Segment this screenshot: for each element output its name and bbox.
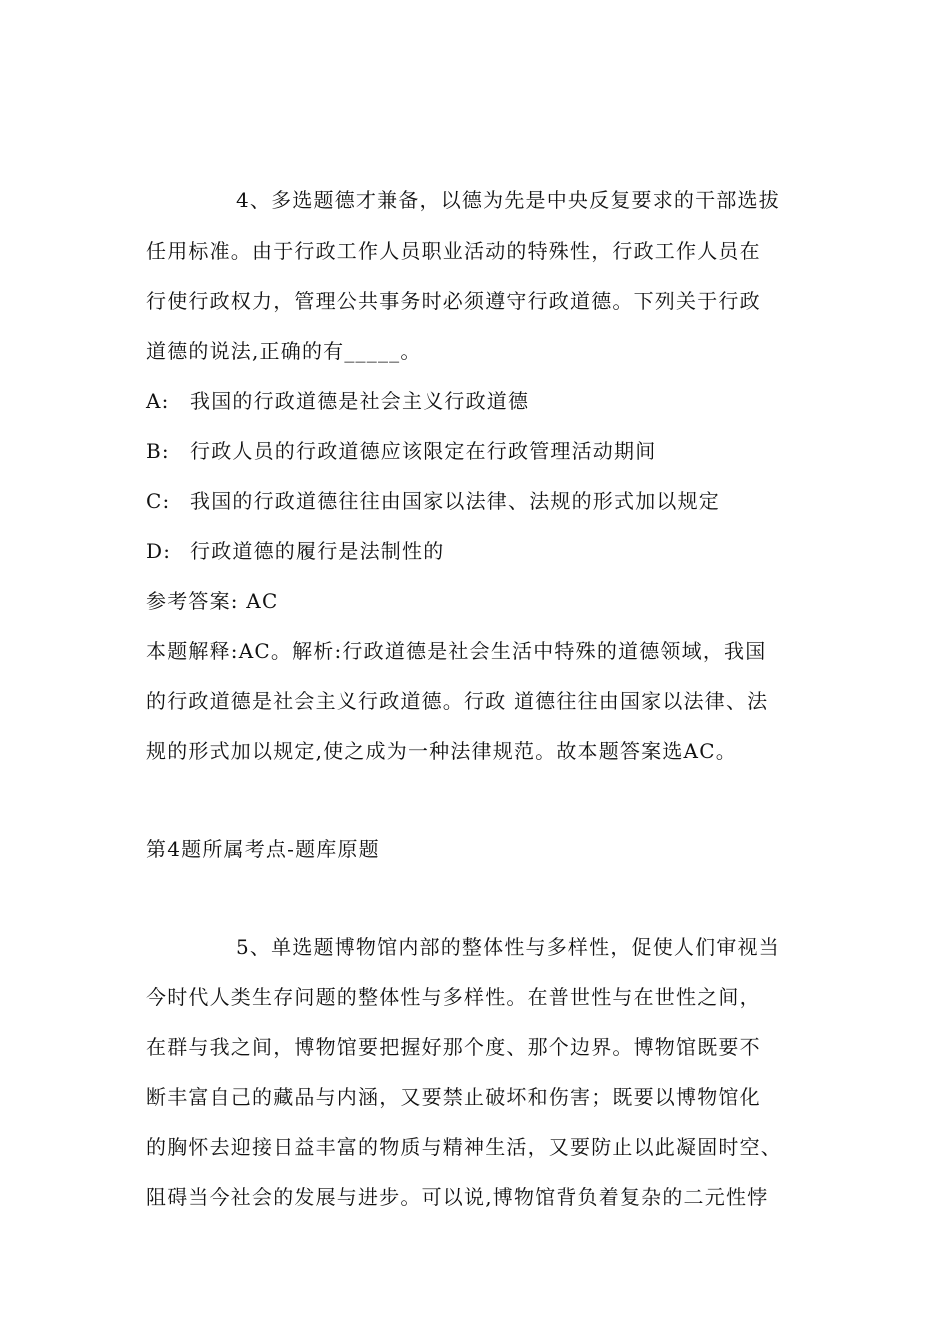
q4-option-b <box>146 437 816 465</box>
q4-explanation-line-1: 本题解释:AC。解析:行政道德是社会生活中特殊的道德领域，我国 <box>146 639 767 663</box>
q4-option-c <box>146 487 816 515</box>
q5-stem-line-1: 5、单选题博物馆内部的整体性与多样性，促使人们审视当 <box>236 935 780 959</box>
q4-stem-line-1: 4、多选题德才兼备，以德为先是中央反复要求的干部选拔 <box>236 188 780 212</box>
option-text: 行政道德的履行是法制性的 <box>190 539 445 563</box>
option-text: 我国的行政道德往往由国家以法律、法规的形式加以规定 <box>190 489 720 513</box>
q5-stem-line-4: 断丰富自己的藏品与内涵，又要禁止破坏和伤害；既要以博物馆化 <box>146 1085 761 1109</box>
q4-topic: 第4题所属考点-题库原题 <box>146 837 380 861</box>
q5-stem-line-3: 在群与我之间，博物馆要把握好那个度、那个边界。博物馆既要不 <box>146 1035 761 1059</box>
q4-option-d <box>146 537 816 565</box>
q4-stem-line-4: 道德的说法,正确的有_____。 <box>146 339 422 363</box>
q4-option-a <box>146 387 816 415</box>
option-text: 我国的行政道德是社会主义行政道德 <box>190 389 530 413</box>
q4-stem-line-2: 任用标准。由于行政工作人员职业活动的特殊性，行政工作人员在 <box>146 239 761 263</box>
option-letter: C: <box>146 489 171 513</box>
option-letter: A: <box>146 389 170 413</box>
q4-explanation-line-3: 规的形式加以规定,使之成为一种法律规范。故本题答案选AC。 <box>146 739 737 763</box>
q4-explanation-line-2: 的行政道德是社会主义行政道德。行政 道德往往由国家以法律、法 <box>146 689 769 713</box>
q5-stem-line-6: 阻碍当今社会的发展与进步。可以说,博物馆背负着复杂的二元性悖 <box>146 1185 769 1209</box>
option-letter: D: <box>146 539 172 563</box>
q4-answer: 参考答案: AC <box>146 589 279 613</box>
option-text: 行政人员的行政道德应该限定在行政管理活动期间 <box>190 439 657 463</box>
option-letter: B: <box>146 439 170 463</box>
q5-stem-line-5: 的胸怀去迎接日益丰富的物质与精神生活，又要防止以此凝固时空、 <box>146 1135 782 1159</box>
q5-stem-line-2: 今时代人类生存问题的整体性与多样性。在普世性与在世性之间， <box>146 985 761 1009</box>
q4-stem-line-3: 行使行政权力，管理公共事务时必须遵守行政道德。下列关于行政 <box>146 289 761 313</box>
